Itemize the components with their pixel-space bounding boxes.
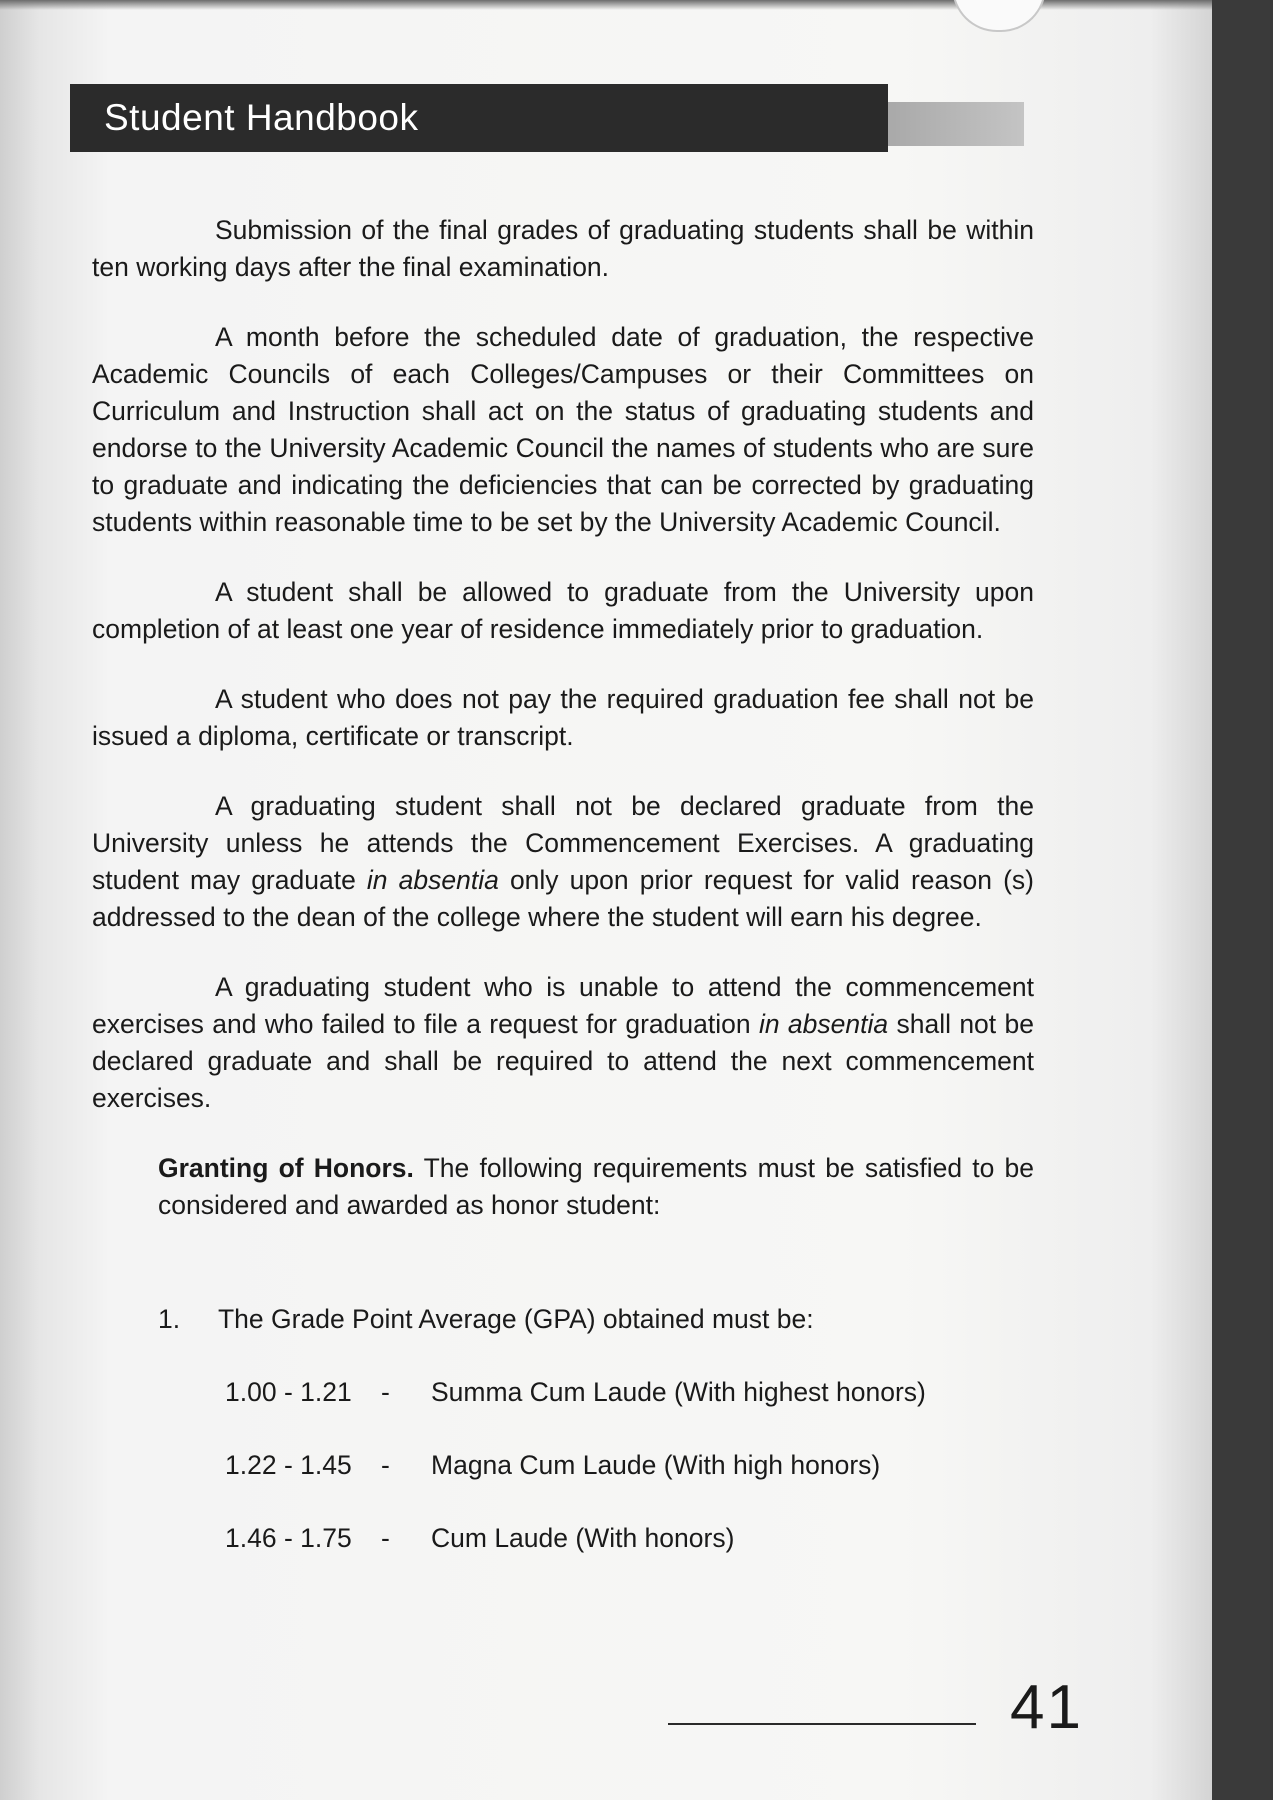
page-title: Student Handbook <box>104 97 419 138</box>
gpa-dash: - <box>381 1523 390 1553</box>
page-number-rule <box>668 1723 976 1725</box>
paragraph-absentia <box>92 969 1034 1117</box>
page-number: 41 <box>1010 1673 1083 1742</box>
paragraph-graduation-fee: A student who does not pay the required graduation fee shall not be issued a diploma, certificate or transcript. <box>92 684 1034 751</box>
header-banner-tail <box>888 102 1024 146</box>
gpa-row-summa <box>225 1374 1034 1411</box>
gpa-row-magna <box>225 1447 1034 1484</box>
honors-text: The following requirements must be satisfied to be considered and awarded as honor student: <box>158 1153 1035 1220</box>
gpa-range: 1.46 - 1.75 <box>225 1523 352 1553</box>
paragraph-absentia-part-2: shall not be declared graduate and shall be required to attend the next commencement exercises. <box>92 1009 1034 1113</box>
header-banner <box>70 84 888 152</box>
paragraph-commencement <box>92 788 1034 936</box>
page-tab-notch <box>952 0 1046 32</box>
paragraph-final-grades: Submission of the final grades of graduating students shall be within ten working days after the final examination. <box>92 215 1034 282</box>
page-content <box>92 212 1034 1557</box>
paragraph-absentia-italic: in absentia <box>758 1009 889 1039</box>
paragraph-commencement-italic: in absentia <box>366 865 499 895</box>
paragraph-academic-councils: A month before the scheduled date of graduation, the respective Academic Councils of each Colleges/Campuses or their Committees on Curriculum and Instruction shall act on the status of graduating students and endorse to the University Academic Council the names of students who are sure to graduate and indicating the deficiencies that can be corrected by graduating students within reasonable time to be set by the University Academic Council. <box>92 322 1034 537</box>
gpa-dash: - <box>381 1377 390 1407</box>
paragraph-residence: A student shall be allowed to graduate from the University upon completion of at least one year of residence immediately prior to graduation. <box>92 577 1034 644</box>
gpa-honor-label: Summa Cum Laude (With highest honors) <box>431 1377 926 1407</box>
honors-requirement-item <box>158 1301 1034 1338</box>
paragraph-commencement-part-1: A graduating student shall not be declared graduate from the University unless he attends the Commencement Exercises. A graduating student may graduate <box>92 791 1034 895</box>
honors-intro <box>158 1150 1034 1224</box>
gpa-dash: - <box>381 1450 390 1480</box>
gpa-honor-label: Magna Cum Laude (With high honors) <box>431 1450 881 1480</box>
gpa-row-cum <box>225 1520 1034 1557</box>
honors-heading: Granting of Honors. <box>158 1153 414 1183</box>
gpa-range: 1.22 - 1.45 <box>225 1450 352 1480</box>
list-number: 1. <box>158 1304 181 1334</box>
paragraph-commencement-part-2: only upon prior request for valid reason (s) addressed to the dean of the college where the student will earn his degree. <box>92 865 1034 932</box>
paragraph-absentia-part-1: A graduating student who is unable to attend the commencement exercises and who failed to file a request for graduation <box>92 972 1034 1039</box>
gpa-range: 1.00 - 1.21 <box>225 1377 352 1407</box>
gpa-honor-label: Cum Laude (With honors) <box>431 1523 735 1553</box>
list-item-text: The Grade Point Average (GPA) obtained must be: <box>218 1304 814 1334</box>
